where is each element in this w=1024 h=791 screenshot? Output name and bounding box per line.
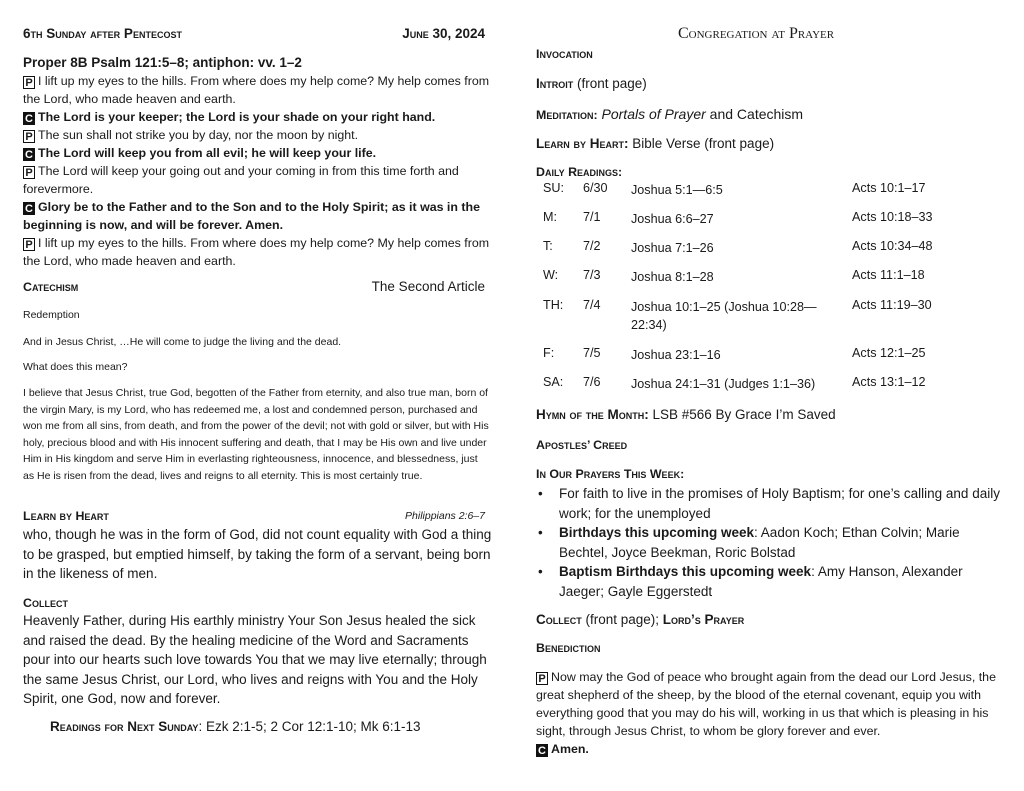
prayer-item-label: Baptism Birthdays this upcoming week: [559, 564, 812, 579]
reading-nt: Acts 11:19–30: [852, 298, 932, 312]
psalm-line-text: I lift up my eyes to the hills. From where does my help come? My help comes from the Lord, who made heaven and earth.: [23, 236, 490, 268]
reading-day: F:: [543, 346, 555, 360]
catechism-article: The Second Article: [371, 279, 485, 294]
lords-prayer: Lord’s Prayer: [662, 612, 745, 627]
hymn-label: Hymn of the Month:: [536, 407, 649, 422]
psalm-title: Proper 8B Psalm 121:5–8; antiphon: vv. 1–2: [23, 55, 302, 70]
psalm-line-text: The Lord is your keeper; the Lord is your shade on your right hand.: [38, 110, 436, 124]
collect-line: [536, 612, 744, 627]
reading-day: W:: [543, 268, 559, 282]
reading-day: SA:: [543, 375, 564, 389]
reading-date: 7/2: [583, 239, 601, 253]
reading-nt: Acts 12:1–25: [852, 346, 926, 360]
next-readings: [50, 719, 421, 734]
prayers-heading: In Our Prayers This Week:: [536, 467, 685, 481]
prayer-item: [536, 562, 1004, 601]
collect-label: Collect: [536, 612, 582, 627]
psalm-line: [23, 126, 493, 144]
benediction-heading: Benediction: [536, 641, 601, 655]
apostles-creed: Apostles’ Creed: [536, 438, 628, 452]
reading-ot: Joshua 7:1–26: [631, 241, 714, 255]
catechism-answer: I believe that Jesus Christ, true God, begotten of the Father from eternity, and also true man, born of the virgin Mary, is my Lord, who has redeemed me, a lost and condemned person, purchased and won me from all sins, from death, and from the power of the devil; not with gold or silver, but with His holy, precious blood and with His innocent suffering and death, that I may be His own and live under Him in His kingdom and serve Him in everlasting righteousness, innocence, and blessedness, just as He is risen from the dead, lives and reigns to all eternity. This is most certainly true.: [23, 387, 489, 482]
learn-by-heart: [536, 136, 774, 151]
reading-day: T:: [543, 239, 553, 253]
meditation: [536, 106, 803, 122]
next-readings-text: : Ezk 2:1-5; 2 Cor 12:1-10; Mk 6:1-13: [198, 719, 421, 734]
prayer-item-text: : Aadon Koch; Ethan Colvin; Marie Bechtel, Joyce Beekman, Roric Bolstad: [559, 525, 960, 560]
catechism-question: What does this mean?: [23, 361, 128, 373]
reading-day: M:: [543, 210, 557, 224]
header-date: June 30, 2024: [402, 26, 485, 41]
congregation-mark: C: [23, 148, 35, 161]
psalm-line: [23, 72, 493, 108]
learn-by-heart-text: Bible Verse (front page): [628, 136, 775, 151]
learn-heading: Learn by Heart: [23, 509, 109, 523]
psalm-line-text: The Lord will keep you from all evil; he will keep your life.: [38, 146, 377, 160]
meditation-rest: and Catechism: [705, 106, 804, 122]
catechism-heading: Catechism: [23, 280, 79, 294]
introit-label: Introit: [536, 76, 574, 91]
invocation: Invocation: [536, 47, 593, 61]
reading-nt: Acts 13:1–12: [852, 375, 926, 389]
learn-reference: Philippians 2:6–7: [405, 510, 485, 522]
page-title: Congregation at Prayer: [678, 25, 835, 42]
congregation-mark: C: [536, 744, 548, 757]
psalm-line: [23, 162, 493, 198]
reading-date: 7/6: [583, 375, 601, 389]
reading-ot: Joshua 5:1—6:5: [631, 183, 723, 197]
collect-heading: Collect: [23, 596, 68, 610]
prayer-item: [536, 484, 1004, 523]
collect-note: (front page);: [581, 612, 663, 627]
psalm-line: [23, 144, 493, 162]
reading-day: TH:: [543, 298, 564, 312]
hymn-text: LSB #566 By Grace I’m Saved: [648, 407, 836, 422]
psalm-line-text: The Lord will keep your going out and your coming in from this time forth and forevermore.: [23, 164, 459, 196]
reading-nt: Acts 10:34–48: [852, 239, 933, 253]
reading-ot: Joshua 23:1–16: [631, 348, 721, 362]
psalm-line-text: I lift up my eyes to the hills. From where does my help come? My help comes from the Lord, who made heaven and earth.: [23, 74, 490, 106]
reading-nt: Acts 10:1–17: [852, 181, 926, 195]
introit-text: (front page): [573, 76, 647, 91]
reading-ot: Joshua 24:1–31 (Judges 1:1–36): [631, 377, 816, 391]
prayers-list-wrap: [536, 484, 1004, 601]
hymn: [536, 407, 836, 422]
reading-date: 6/30: [583, 181, 608, 195]
meditation-label: Meditation:: [536, 108, 598, 122]
reading-nt: Acts 11:1–18: [852, 268, 925, 282]
meditation-book: Portals of Prayer: [601, 106, 706, 122]
psalm-line-text: The sun shall not strike you by day, nor the moon by night.: [38, 128, 359, 142]
catechism-text: And in Jesus Christ, …He will come to judge the living and the dead.: [23, 336, 342, 348]
reading-date: 7/3: [583, 268, 601, 282]
reading-ot: Joshua 8:1–28: [631, 270, 714, 284]
prayers-list: [536, 484, 1004, 601]
prayer-item-text: For faith to live in the promises of Holy Baptism; for one’s calling and daily work; for the unemployed: [559, 486, 1000, 521]
benediction: [536, 668, 1004, 758]
reading-date: 7/1: [583, 210, 601, 224]
benediction-text: Now may the God of peace who brought again from the dead our Lord Jesus, the great shepherd of the sheep, by the blood of the eternal covenant, equip you with everything good that you may do his will, working in us that which is pleasing in his sight, through Jesus Christ, to whom be glory forever and ever.: [536, 670, 996, 738]
reading-ot: Joshua 6:6–27: [631, 212, 714, 226]
congregation-mark: C: [23, 202, 35, 215]
congregation-mark: C: [23, 112, 35, 125]
catechism-part: Redemption: [23, 309, 80, 321]
learn-text: who, though he was in the form of God, did not count equality with God a thing to be grasped, but emptied himself, by taking the form of a servant, being born in the likeness of men.: [23, 527, 492, 581]
learn-by-heart-label: Learn by Heart:: [536, 136, 629, 151]
pastor-mark: P: [23, 76, 35, 89]
reading-date: 7/5: [583, 346, 601, 360]
pastor-mark: P: [23, 238, 35, 251]
reading-date: 7/4: [583, 298, 601, 312]
prayer-item: [536, 523, 1004, 562]
reading-day: SU:: [543, 181, 564, 195]
reading-ot: Joshua 10:1–25 (Joshua 10:28—22:34): [631, 300, 817, 332]
next-readings-label: Readings for Next Sunday: [50, 719, 199, 734]
pastor-mark: P: [23, 166, 35, 179]
introit: [536, 76, 647, 91]
psalm-line: [23, 198, 493, 234]
collect-text: Heavenly Father, during His earthly ministry Your Son Jesus healed the sick and raised the dead. By the healing medicine of the Word and Sacraments pour into our hearts such love towards You that we may live eternally; through the same Jesus Christ, our Lord, who lives and reigns with You and the Holy Spirit, one God, now and forever.: [23, 613, 487, 706]
psalm-lines: [23, 72, 493, 270]
psalm-line: [23, 108, 493, 126]
pastor-mark: P: [23, 130, 35, 143]
prayer-item-text: : Amy Hanson, Alexander Jaeger; Gayle Eggerstedt: [559, 564, 963, 599]
pastor-mark: P: [536, 672, 548, 685]
prayer-item-label: Birthdays this upcoming week: [559, 525, 755, 540]
amen: Amen.: [551, 742, 589, 756]
psalm-line: [23, 234, 493, 270]
reading-nt: Acts 10:18–33: [852, 210, 933, 224]
daily-readings-heading: Daily Readings:: [536, 165, 623, 179]
psalm-line-text: Glory be to the Father and to the Son and to the Holy Spirit; as it was in the beginning is now, and will be forever. Amen.: [23, 200, 480, 232]
header-title: 6th Sunday after Pentecost: [23, 26, 182, 41]
